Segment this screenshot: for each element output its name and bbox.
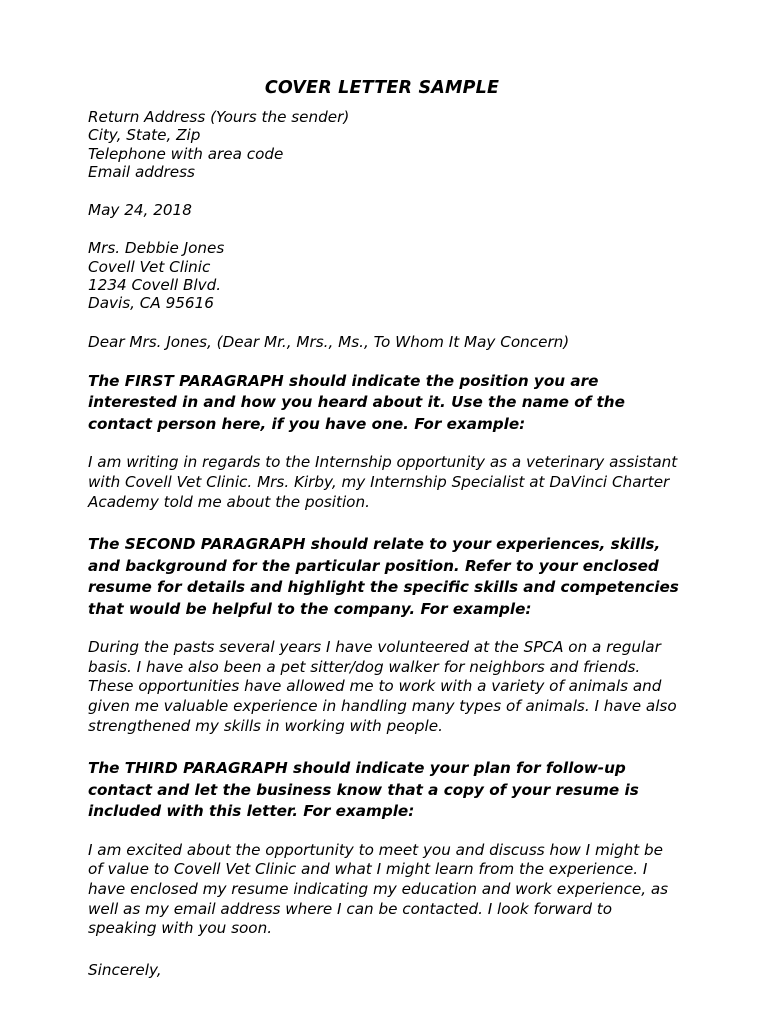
- recipient-line-3: 1234 Covell Blvd.: [88, 276, 222, 295]
- spacer-after-first-instruction: [88, 435, 682, 453]
- spacer-after-return-address: [88, 181, 682, 201]
- return-address-line-3: Telephone with area code: [88, 144, 284, 163]
- spacer-after-recipient: [88, 313, 682, 333]
- salutation: Dear Mrs. Jones, (Dear Mr., Mrs., Ms., To Whom It May Concern): [88, 332, 570, 351]
- recipient-line-4: Davis, CA 95616: [88, 294, 214, 313]
- recipient-line-2: Covell Vet Clinic: [88, 257, 211, 276]
- recipient-line-1: Mrs. Debbie Jones: [88, 239, 225, 258]
- letter-date: May 24, 2018: [88, 201, 192, 220]
- first-paragraph-instruction: The FIRST PARAGRAPH should indicate the position you are interested in and how you heard about it. Use the name of the contact person here, if you have one. For example:: [88, 371, 625, 433]
- spacer-after-date: [88, 219, 682, 239]
- second-paragraph-instruction: The SECOND PARAGRAPH should relate to your experiences, skills, and background for the particular position. Refer to your enclosed resume for details and highlight the specific skills and competencies that would be helpful to the company. For example:: [88, 535, 679, 618]
- closing: Sincerely,: [88, 960, 162, 979]
- return-address-block: [88, 108, 682, 181]
- spacer-after-second-example: [88, 736, 682, 758]
- third-paragraph-example: I am excited about the opportunity to meet you and discuss how I might be of value to Covell Vet Clinic and what I might learn from the experience. I have enclosed my resume indicating my education and work experience, as well as my email address where I can be contacted. I look forward to speaking with you soon.: [88, 840, 669, 938]
- spacer-after-second-instruction: [88, 620, 682, 638]
- recipient-address-block: [88, 239, 682, 312]
- spacer-after-third-instruction: [88, 823, 682, 841]
- spacer-after-salutation: [88, 351, 682, 371]
- page-title: COVER LETTER SAMPLE: [264, 78, 500, 98]
- third-paragraph-instruction: The THIRD PARAGRAPH should indicate your plan for follow-up contact and let the business know that a copy of your resume is included with this letter. For example:: [88, 759, 639, 821]
- first-paragraph-example: I am writing in regards to the Internship opportunity as a veterinary assistant with Covell Vet Clinic. Mrs. Kirby, my Internship Specialist at DaVinci Charter Academy told me about the position.: [88, 453, 678, 511]
- return-address-line-1: Return Address (Yours the sender): [88, 108, 350, 126]
- spacer-after-third-example: [88, 939, 682, 961]
- return-address-line-4: Email address: [88, 162, 195, 181]
- spacer-after-first-example: [88, 512, 682, 534]
- return-address-line-2: City, State, Zip: [88, 126, 201, 145]
- second-paragraph-example: During the pasts several years I have volunteered at the SPCA on a regular basis. I have also been a pet sitter/dog walker for neighbors and friends. These opportunities have allowed me to work with a variety of animals and given me valuable experience in handling many types of animals. I have also strengthened my skills in working with people.: [88, 638, 677, 735]
